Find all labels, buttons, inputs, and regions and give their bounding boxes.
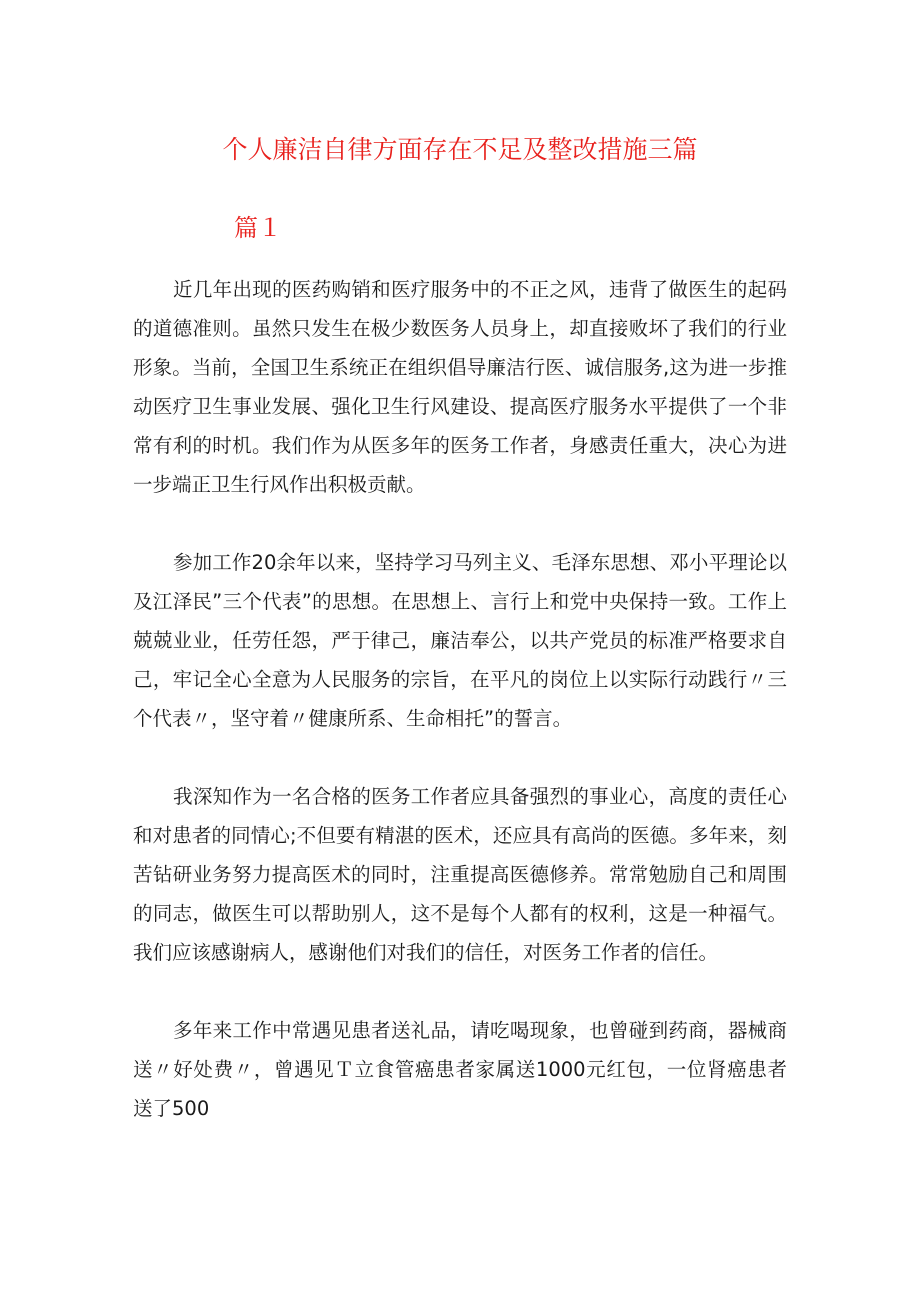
document-title: 个人廉洁自律方面存在不足及整改措施三篇: [222, 135, 698, 164]
paragraph-1: 近几年出现的医药购销和医疗服务中的不正之风，违背了做医生的起码的道德准则。虽然只发生在极少数医务人员身上，却直接败坏了我们的行业形象。当前，全国卫生系统正在组织倡导廉洁行医、诚信服务,这为进一步推动医疗卫生事业发展、强化卫生行风建设、提高医疗服务水平提供了一个非常有利的时机。我们作为从医多年的医务工作者，身感责任重大，决心为进一步端正卫生行风作出积极贡献。: [133, 278, 787, 496]
paragraph-2: 参加工作20余年以来，坚持学习马列主义、毛泽东思想、邓小平理论以及江泽民”三个代表”的思想。在思想上、言行上和党中央保持一致。工作上兢兢业业，任劳任怨，严于律己，廉洁奉公，以共产党员的标准严格要求自己，牢记全心全意为人民服务的宗旨，在平凡的岗位上以实际行动践行〃三个代表〃，坚守着〃健康所系、生命相托”的誓言。: [133, 551, 787, 730]
section-heading: 篇１: [234, 214, 282, 242]
document-body: [133, 270, 787, 1167]
paragraph-4: 多年来工作中常遇见患者送礼品，请吃喝现象，也曾碰到药商，器械商送〃好处费〃，曾遇见Ｔ立食管癌患者家属送1000元红包，一位肾癌患者送了500: [133, 1019, 787, 1120]
paragraph-3: 我深知作为一名合格的医务工作者应具备强烈的事业心，高度的责任心和对患者的同情心;不但要有精湛的医术，还应具有高尚的医德。多年来，刻苦钻研业务努力提高医术的同时，注重提高医德修养。常常勉励自己和周围的同志，做医生可以帮助别人，这不是每个人都有的权利，这是一种福气。我们应该感谢病人，感谢他们对我们的信任，对医务工作者的信任。: [133, 785, 787, 964]
